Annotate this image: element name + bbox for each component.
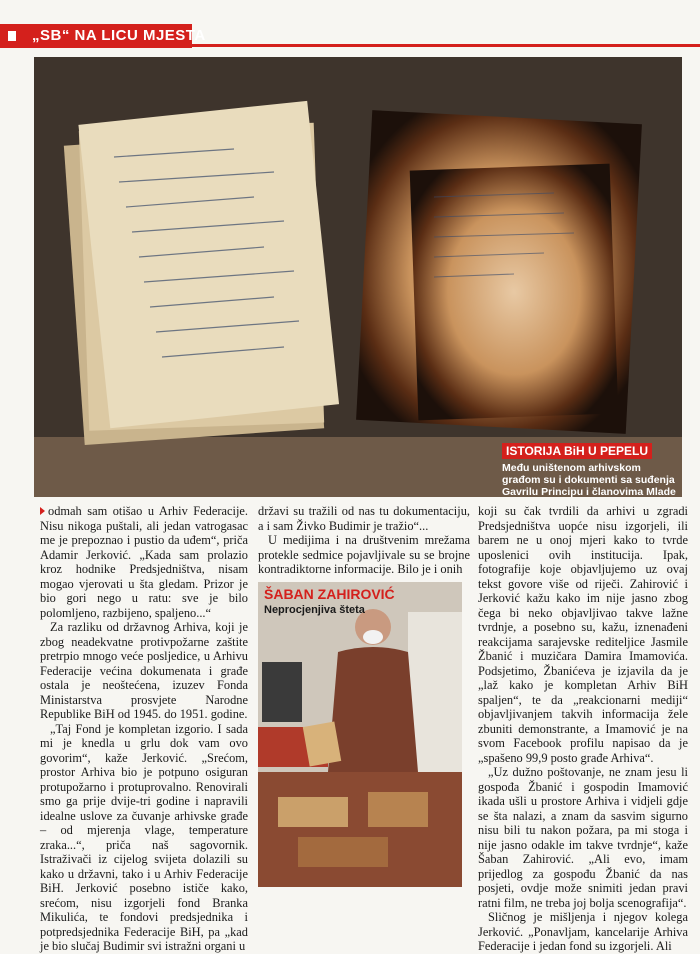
paragraph: državi su tražili od nas tu dokumentaciju, a i sam Živko Budimir je tražio“... (258, 504, 470, 533)
interviewee-name: ŠABAN ZAHIROVIĆ (264, 586, 395, 602)
header-rule (192, 44, 700, 47)
paragraph: Za razliku od državnog Arhiva, koji je zbog neadekvatne protivpožarne zaštite pretrpio mnogo veće posljedice, u Arhivu Federacije većina dokumenata i građe ostala je neoštećena, izuzev Fonda Ministarstva prosvjete Narodne Republike BiH od 1945. do 1951. godine. (40, 620, 248, 721)
interviewee-subtitle: Neprocjenjiva šteta (264, 604, 365, 616)
paragraph: koji su čak tvrdili da arhivi u zgradi Predsjedništva uopće nisu izgorjeli, ili barem ne u onoj mjeri kako to tvrde uposlenici ovih institucija. Ipak, fotografije koje objavljujemo uz ovaj tekst govore više od riječi. Zahirović i Jerković kažu kako im nije jasno zbog čega bi neko objavljivao takve lažne tvrdnje, a posebno su, kažu, iznenađeni reakcijama sarajevske rediteljice Jasmile Žbanić i muzičara Damira Imamovića. Podsjetimo, Žbanićeva je izjavila da je „laž kako je kompletan Arhiv BiH spaljen“, te da „reakcionarni mediji“ objavljivanjem takvih informacija žele zbuniti demonstrante, a Imamović je na svom Facebook profilu napisao da je „spašeno 99,9 posto građe Arhiva“. (478, 504, 688, 765)
paper-stack-right (356, 110, 642, 434)
section-tag: „SB“ NA LICU MJESTA (32, 27, 206, 44)
article-column-2 (258, 504, 470, 577)
paragraph: „Uz dužno poštovanje, ne znam jesu li gospođa Žbanić i gospodin Imamović ikada ušli u prostore Arhiva i vidjeli gdje se šta nalazi, a znam da sasvim sigurno nisu bili tu nakon požara, pa mi stoga i nije jasno odakle im takve tvrdnje“, kaže Šaban Zahirović. „Ali evo, imam prijedlog za gospođu Žbanić da nas posjeti, ovdje može snimiti jedan pravi ratni film, ne treba joj bolja scenografija“. (478, 765, 688, 910)
main-photo (34, 57, 682, 497)
section-header (0, 24, 700, 50)
paragraph-marker-icon (40, 507, 45, 515)
paragraph: Sličnog je mišljenja i njegov kolega Jerković. „Ponavljam, kancelarije Arhiva Federacije i jedan fond su izgorjeli. Ali (478, 910, 688, 953)
paragraph: odmah sam otišao u Arhiv Federacije. Nisu nikoga puštali, ali jedan vatrogasac me je prepoznao i pustio da uđem“, priča Adamir Jerković. „Kada sam prolazio kroz hodnike Predsjedništva, nisam mogao vjerovati u šta gledam. Prizor je bio gori nego u ratu: sve je bilo polomljeno, razbijeno, spaljeno...“ (40, 504, 248, 620)
photo-caption (502, 442, 682, 497)
caption-title: ISTORIJA BiH U PEPELU (502, 443, 652, 459)
burned-documents-illustration (34, 57, 682, 497)
article-column-1 (40, 504, 248, 954)
caption-text: Među uništenom arhivskom građom su i dokumenti sa suđenja Gavrilu Principu i članovima Mlade (502, 462, 676, 497)
paper-stack-left (64, 101, 339, 445)
man-with-documents-illustration (258, 582, 462, 887)
paragraph: „Taj Fond je kompletan izgorio. I sada mi je knedla u grlu dok vam ovo govorim“, kaže Jerković. „Srećom, prostor Arhiva bio je potpuno osiguran protupožarno i protuprovalno. Renovirali smo ga prije dvije-tri godine i napravili idealne uslove za čuvanje arhivske građe – od mjerenja vlage, temperature zraka...“, priča naš sagovornik. Istraživači iz cijelog svijeta dolazili su kako u državni, tako i u Arhiv Federacije BiH. Jerković posebno ističe kako, srećom, nisu izgorjeli fond Branka Mikulića, te fondovi predsjednika i potpredsjednika Federacije BiH, pa „kad je bio slučaj Budimir svi istražni organi u (40, 721, 248, 953)
paragraph: U medijima i na društvenim mrežama protekle sedmice pojavljivale su se brojne kontradiktorne informacije. Bilo je i onih (258, 533, 470, 576)
article-column-3 (478, 504, 688, 954)
interview-photo-box (258, 582, 462, 887)
section-square-icon (8, 31, 16, 41)
